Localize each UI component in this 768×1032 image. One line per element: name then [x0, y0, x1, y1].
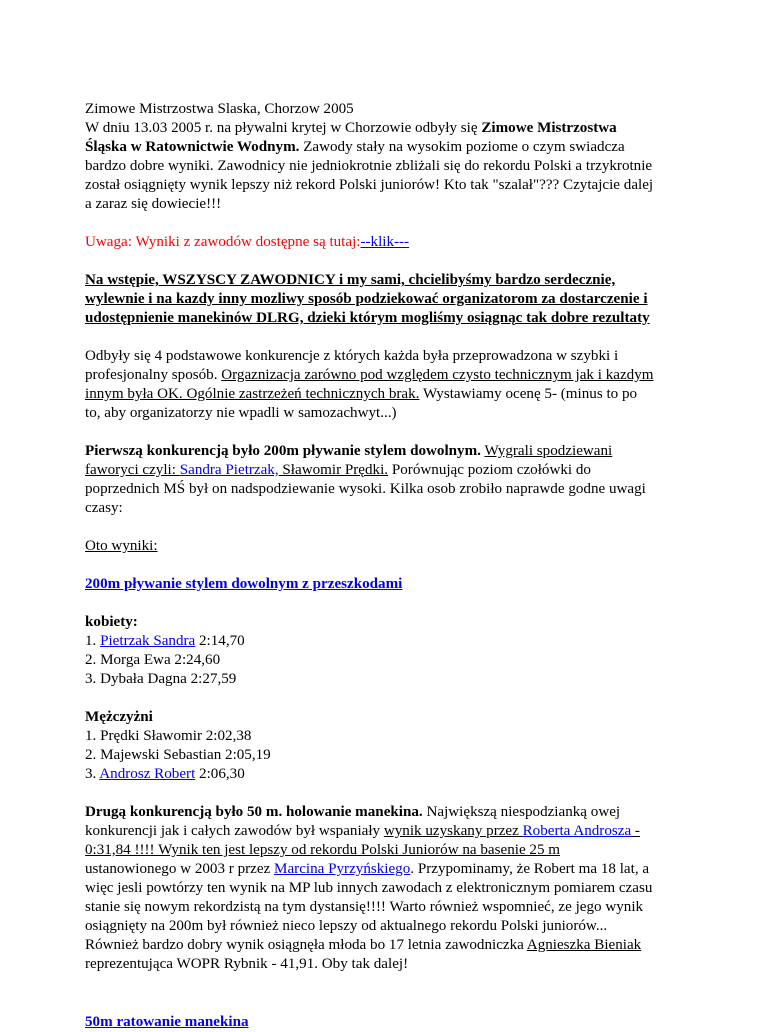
first-event-underlined: Wygrali spodziewani [484, 443, 613, 459]
second-event-underlined: 0:31,84 !!!! Wynik ten jest lepszy od rekordu Polski Juniorów na basenie 25 m [85, 842, 561, 858]
result-row [85, 670, 685, 689]
second-event-text: ustanowionego w 2003 r przez [85, 861, 275, 877]
second-event-text: więc jesli powtórzy ten wynik na MP lub innych zawodach z elektronicznym pomiarem czasu [85, 880, 653, 896]
result-row [85, 765, 685, 784]
section-link-200m[interactable]: 200m pływanie stylem dowolnym z przeszkodami [85, 576, 403, 592]
organization-text: Odbyły się 4 podstawowe konkurencje z których każda była przeprowadzona w szybki i [85, 348, 619, 364]
second-event-underlined: - [631, 823, 640, 839]
section-heading-50m [85, 1013, 685, 1032]
second-event-paragraph [85, 803, 685, 974]
result-row [85, 651, 685, 670]
intro-text: został osiągnięty wynik lepszy niż rekord Polski juniorów! Kto tak "szalał"??? Czytajcie dalej [85, 177, 654, 193]
men-label: Mężczyżni [85, 709, 153, 725]
event-name-bold: Śląska w Ratownictwie Wodnym. [85, 139, 300, 155]
place-number: 2. [85, 747, 101, 763]
result-time: 2:24,60 [170, 652, 221, 668]
result-row [85, 746, 685, 765]
result-time: 2:06,30 [195, 766, 245, 782]
thanks-text: udostępnienie manekinów DLRG, dzieki którym mogliśmy osiągnąc tak dobre rezultaty [85, 310, 650, 326]
organization-text: Wystawiamy ocenę 5- (minus to po [419, 386, 638, 402]
result-time: 2:05,19 [221, 747, 271, 763]
intro-text: Zawody stały na wysokim poziome o czym swiadcza [299, 139, 625, 155]
notice-text: Uwaga: Wyniki z zawodów dostępne są tutaj: [85, 234, 361, 250]
athlete-name: Prędki Sławomir [100, 728, 202, 744]
results-label: Oto wyniki: [85, 538, 158, 554]
second-event-heading: Drugą konkurencją było 50 m. holowanie manekina. [85, 804, 423, 820]
second-event-text: osiągnięty na 200m był również nieco lepszy od aktualnego rekordu Polski juniorów... [85, 918, 608, 934]
document-body [85, 100, 685, 1032]
women-results [85, 613, 685, 689]
organization-underlined: Orgaznizacja zarówno pod względem czysto technicznym jak i kazdym [221, 367, 654, 383]
place-number: 1. [85, 728, 101, 744]
place-number: 3. [85, 671, 101, 687]
first-event-underlined: Sławomir Prędki. [278, 462, 389, 478]
section-link-50m[interactable]: 50m ratowanie manekina [85, 1014, 249, 1030]
intro-text: W dniu 13.03 2005 r. na pływalni krytej w Chorzowie odbyły się [85, 120, 482, 136]
organization-paragraph [85, 347, 685, 423]
first-event-text: czasy: [85, 500, 123, 516]
result-time: 2:02,38 [201, 728, 252, 744]
agnieszka-bieniak-name: Agnieszka Bieniak [526, 937, 642, 953]
first-event-text: poprzednich MŚ był on nadspodziewanie wysoki. Kilka osob zrobiło naprawde godne uwagi [85, 481, 646, 497]
intro-paragraph [85, 100, 685, 214]
spacer [85, 974, 685, 994]
thanks-text: wylewnie i na kazdy inny mozliwy sposób podziekować organizatorom za dostarczenie i [85, 291, 648, 307]
first-event-paragraph [85, 442, 685, 518]
second-event-text: . Przypominamy, że Robert ma 18 lat, a [410, 861, 650, 877]
result-time: 2:14,70 [195, 633, 245, 649]
second-event-text: stanie się nowym rekordzistą na tym dystansię!!!! Warto również wspomnieć, ze jego wynik [85, 899, 644, 915]
athlete-name: Majewski Sebastian [100, 747, 222, 763]
first-event-text: Porównując poziom czołówki do [388, 462, 591, 478]
result-time: 2:27,59 [186, 671, 237, 687]
athlete-name: Dybała Dagna [100, 671, 187, 687]
sandra-pietrzak-link[interactable]: Sandra Pietrzak, [179, 462, 279, 478]
section-heading-200m [85, 575, 685, 594]
second-event-text: Największą niespodzianką owej [422, 804, 621, 820]
thanks-text: Na wstępie, WSZYSCY ZAWODNICY i my sami, chcielibyśmy bardzo serdecznie, [85, 272, 616, 288]
athlete-name: Morga Ewa [100, 652, 171, 668]
women-label: kobiety: [85, 614, 138, 630]
article-title: Zimowe Mistrzostwa Slaska, Chorzow 2005 [85, 101, 354, 117]
second-event-underlined: wynik uzyskany przez [383, 823, 523, 839]
athlete-link[interactable]: Pietrzak Sandra [100, 633, 196, 649]
first-event-underlined: faworyci czyli: [85, 462, 180, 478]
intro-text: a zaraz się dowiecie!!! [85, 196, 222, 212]
second-event-text: konkurencji jak i całych zawodów był wspaniały [85, 823, 384, 839]
place-number: 1. [85, 633, 101, 649]
robert-androsz-link[interactable]: Roberta Androsza [522, 823, 632, 839]
organization-text: profesjonalny sposób. [85, 367, 222, 383]
men-results [85, 708, 685, 784]
intro-text: bardzo dobre wyniki. Zawodnicy nie jedniokrotnie zbliżali się do rekordu Polski a trzykrotnie [85, 158, 653, 174]
second-event-text: Również bardzo dobry wynik osiągnęła młoda bo 17 letnia zawodniczka [85, 937, 527, 953]
organization-text: to, aby organizatorzy nie wpadli w samozachwyt...) [85, 405, 397, 421]
place-number: 2. [85, 652, 101, 668]
marcin-pyrzynski-link[interactable]: Marcina Pyrzyńskiego [274, 861, 411, 877]
athlete-link[interactable]: Androsz Robert [99, 766, 196, 782]
result-row [85, 632, 685, 651]
second-event-text: reprezentująca WOPR Rybnik - 41,91. Oby tak dalej! [85, 956, 409, 972]
result-row [85, 727, 685, 746]
organization-underlined: innym była OK. Ogólnie zastrzeżeń technicznych brak. [85, 386, 420, 402]
event-name-bold: Zimowe Mistrzostwa [481, 120, 617, 136]
first-event-heading: Pierwszą konkurencją było 200m pływanie stylem dowolnym. [85, 443, 481, 459]
thanks-paragraph [85, 271, 685, 328]
results-link[interactable]: --klik--- [360, 234, 410, 250]
place-number: 3. [85, 766, 100, 782]
results-notice [85, 233, 685, 252]
